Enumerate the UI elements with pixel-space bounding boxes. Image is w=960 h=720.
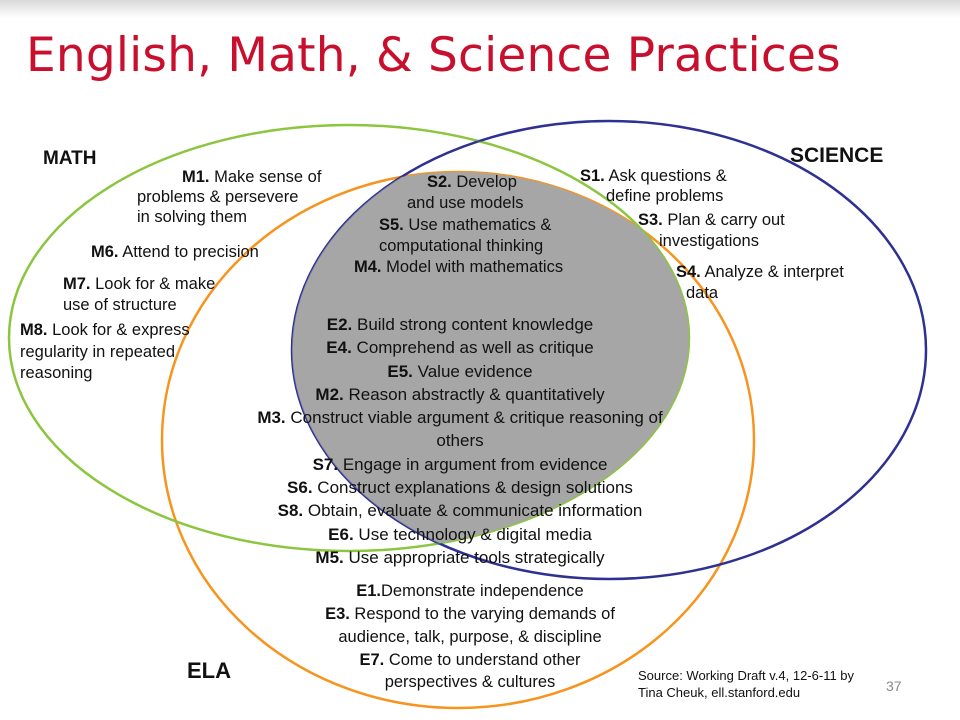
- practice-s8: S8. Obtain, evaluate & communicate information: [277, 501, 643, 521]
- practice-s3-line2: investigations: [659, 232, 759, 250]
- practice-m3: M3. Construct viable argument & critique reasoning of: [257, 408, 663, 428]
- practice-e4: E4. Comprehend as well as critique: [326, 338, 594, 358]
- ela-label: ELA: [187, 658, 231, 683]
- practice-m8-line2: regularity in repeated: [20, 343, 176, 361]
- source-line-2: Tina Cheuk, ell.stanford.edu: [638, 685, 801, 700]
- practice-s5-line2: computational thinking: [379, 237, 544, 255]
- practice-m1-line3: in solving them: [137, 208, 248, 226]
- page-number: 37: [886, 678, 902, 694]
- practice-e3-line2: audience, talk, purpose, & discipline: [338, 628, 602, 646]
- practice-s5: S5. Use mathematics &: [379, 216, 552, 234]
- practice-m8-line3: reasoning: [20, 364, 93, 382]
- source-line-1: Source: Working Draft v.4, 12-6-11 by: [638, 668, 855, 683]
- practice-e5: E5. Value evidence: [387, 361, 533, 381]
- practice-m1-line2: problems & persevere: [137, 188, 299, 206]
- practice-e7-line2: perspectives & cultures: [384, 673, 556, 691]
- practice-s3: S3. Plan & carry out: [638, 211, 785, 229]
- center-practices: [170, 313, 750, 569]
- practice-e7: E7. Come to understand other: [359, 651, 581, 669]
- practice-s4-line2: data: [686, 284, 719, 302]
- math-label: MATH: [43, 148, 97, 169]
- practice-e3: E3. Respond to the varying demands of: [325, 605, 615, 623]
- practice-e2: E2. Build strong content knowledge: [326, 315, 594, 334]
- practice-m2: M2. Reason abstractly & quantitatively: [315, 384, 605, 404]
- practice-s6: S6. Construct explanations & design solutions: [287, 478, 633, 498]
- practice-m7-line2: use of structure: [63, 296, 177, 314]
- practice-s1-line2: define problems: [606, 187, 724, 205]
- science-label: SCIENCE: [790, 144, 884, 167]
- slide-title: English, Math, & Science Practices: [26, 28, 841, 83]
- practice-s2: S2. Develop: [427, 173, 517, 191]
- practice-e6: E6. Use technology & digital media: [328, 524, 592, 544]
- practice-e1: E1.Demonstrate independence: [356, 582, 584, 600]
- practice-m5: M5. Use appropriate tools strategically: [315, 547, 605, 567]
- practice-s1: S1. Ask questions &: [580, 167, 727, 185]
- practice-m8: M8. Look for & express: [20, 321, 190, 339]
- practice-m1: M1. Make sense of: [182, 168, 322, 186]
- practice-s2-line2: and use models: [407, 194, 524, 212]
- practice-m7: M7. Look for & make: [63, 275, 216, 293]
- practice-m6: M6. Attend to precision: [91, 243, 259, 261]
- practice-s4: S4. Analyze & interpret: [676, 263, 844, 281]
- practice-m3-line2: others: [436, 431, 484, 451]
- practice-m4: M4. Model with mathematics: [354, 258, 564, 276]
- source-citation: [638, 667, 854, 701]
- practice-s7: S7. Engage in argument from evidence: [312, 454, 608, 474]
